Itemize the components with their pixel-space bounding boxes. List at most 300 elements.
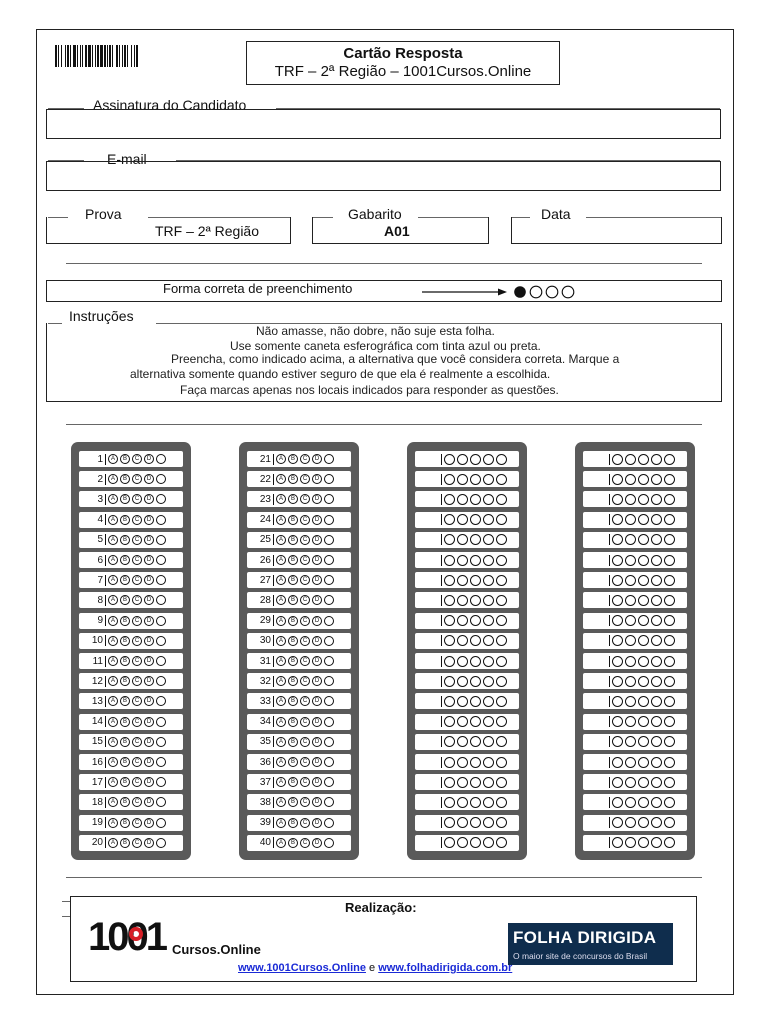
option-bubble[interactable] <box>470 656 481 667</box>
option-bubble-c[interactable]: C <box>132 777 142 787</box>
option-bubble-b[interactable]: B <box>120 717 130 727</box>
option-bubble[interactable] <box>156 797 166 807</box>
link-1001cursos[interactable]: www.1001Cursos.Online <box>238 962 366 974</box>
option-bubble[interactable] <box>664 454 675 465</box>
option-bubble[interactable] <box>444 797 455 808</box>
option-bubble-d[interactable]: D <box>312 494 322 504</box>
option-bubble[interactable] <box>156 494 166 504</box>
option-bubble[interactable] <box>483 635 494 646</box>
option-bubble[interactable] <box>496 817 507 828</box>
option-bubble[interactable] <box>156 656 166 666</box>
option-bubble-c[interactable]: C <box>300 636 310 646</box>
option-bubble[interactable] <box>496 474 507 485</box>
option-bubble-b[interactable]: B <box>288 838 298 848</box>
option-bubble[interactable] <box>638 676 649 687</box>
option-bubble[interactable] <box>638 837 649 848</box>
option-bubble[interactable] <box>612 676 623 687</box>
option-bubble[interactable] <box>444 575 455 586</box>
option-bubble[interactable] <box>651 514 662 525</box>
option-bubble[interactable] <box>156 757 166 767</box>
option-bubble[interactable] <box>496 615 507 626</box>
option-bubble-d[interactable]: D <box>312 696 322 706</box>
option-bubble-c[interactable]: C <box>132 797 142 807</box>
option-bubble[interactable] <box>625 474 636 485</box>
option-bubble[interactable] <box>457 736 468 747</box>
option-bubble[interactable] <box>664 797 675 808</box>
option-bubble[interactable] <box>496 716 507 727</box>
option-bubble-a[interactable]: A <box>108 717 118 727</box>
option-bubble-a[interactable]: A <box>276 777 286 787</box>
option-bubble[interactable] <box>457 656 468 667</box>
option-bubble[interactable] <box>612 797 623 808</box>
option-bubble-b[interactable]: B <box>288 535 298 545</box>
option-bubble[interactable] <box>612 777 623 788</box>
option-bubble-b[interactable]: B <box>120 818 130 828</box>
option-bubble[interactable] <box>651 777 662 788</box>
option-bubble[interactable] <box>444 676 455 687</box>
option-bubble[interactable] <box>483 736 494 747</box>
option-bubble[interactable] <box>496 797 507 808</box>
option-bubble-a[interactable]: A <box>108 595 118 605</box>
option-bubble[interactable] <box>651 454 662 465</box>
option-bubble[interactable] <box>612 757 623 768</box>
option-bubble-d[interactable]: D <box>144 575 154 585</box>
option-bubble[interactable] <box>470 514 481 525</box>
option-bubble-a[interactable]: A <box>276 515 286 525</box>
option-bubble[interactable] <box>483 514 494 525</box>
option-bubble[interactable] <box>651 595 662 606</box>
option-bubble-c[interactable]: C <box>300 838 310 848</box>
option-bubble[interactable] <box>483 696 494 707</box>
email-field[interactable] <box>46 161 721 191</box>
option-bubble-b[interactable]: B <box>120 797 130 807</box>
option-bubble-d[interactable]: D <box>312 555 322 565</box>
option-bubble[interactable] <box>156 595 166 605</box>
option-bubble-d[interactable]: D <box>144 838 154 848</box>
option-bubble[interactable] <box>664 474 675 485</box>
option-bubble-d[interactable]: D <box>312 838 322 848</box>
option-bubble-b[interactable]: B <box>288 737 298 747</box>
option-bubble-b[interactable]: B <box>120 595 130 605</box>
option-bubble[interactable] <box>444 555 455 566</box>
option-bubble-b[interactable]: B <box>288 555 298 565</box>
option-bubble-a[interactable]: A <box>276 797 286 807</box>
option-bubble[interactable] <box>638 514 649 525</box>
data-field[interactable] <box>511 217 722 244</box>
option-bubble-d[interactable]: D <box>312 757 322 767</box>
option-bubble[interactable] <box>651 696 662 707</box>
option-bubble[interactable] <box>470 474 481 485</box>
option-bubble-c[interactable]: C <box>300 797 310 807</box>
option-bubble[interactable] <box>625 595 636 606</box>
option-bubble[interactable] <box>651 797 662 808</box>
option-bubble-b[interactable]: B <box>120 494 130 504</box>
option-bubble-a[interactable]: A <box>276 676 286 686</box>
option-bubble[interactable] <box>470 595 481 606</box>
option-bubble[interactable] <box>664 696 675 707</box>
option-bubble[interactable] <box>483 454 494 465</box>
option-bubble-d[interactable]: D <box>312 636 322 646</box>
option-bubble[interactable] <box>664 635 675 646</box>
option-bubble[interactable] <box>625 514 636 525</box>
option-bubble[interactable] <box>457 454 468 465</box>
option-bubble[interactable] <box>483 656 494 667</box>
option-bubble-b[interactable]: B <box>120 515 130 525</box>
option-bubble[interactable] <box>651 575 662 586</box>
option-bubble-b[interactable]: B <box>120 535 130 545</box>
option-bubble-b[interactable]: B <box>120 757 130 767</box>
option-bubble[interactable] <box>651 736 662 747</box>
option-bubble-c[interactable]: C <box>300 777 310 787</box>
option-bubble[interactable] <box>664 676 675 687</box>
option-bubble-c[interactable]: C <box>132 616 142 626</box>
option-bubble[interactable] <box>457 716 468 727</box>
option-bubble[interactable] <box>457 555 468 566</box>
option-bubble-b[interactable]: B <box>288 575 298 585</box>
option-bubble-d[interactable]: D <box>144 737 154 747</box>
option-bubble[interactable] <box>483 797 494 808</box>
option-bubble[interactable] <box>496 656 507 667</box>
option-bubble-d[interactable]: D <box>144 494 154 504</box>
option-bubble[interactable] <box>612 474 623 485</box>
option-bubble[interactable] <box>638 716 649 727</box>
option-bubble[interactable] <box>444 534 455 545</box>
option-bubble[interactable] <box>156 454 166 464</box>
option-bubble[interactable] <box>625 837 636 848</box>
option-bubble[interactable] <box>612 635 623 646</box>
option-bubble-d[interactable]: D <box>312 656 322 666</box>
option-bubble[interactable] <box>156 777 166 787</box>
option-bubble[interactable] <box>470 454 481 465</box>
option-bubble[interactable] <box>483 474 494 485</box>
option-bubble-d[interactable]: D <box>144 454 154 464</box>
option-bubble-d[interactable]: D <box>312 535 322 545</box>
option-bubble-b[interactable]: B <box>288 515 298 525</box>
option-bubble[interactable] <box>156 535 166 545</box>
option-bubble[interactable] <box>457 494 468 505</box>
option-bubble[interactable] <box>638 474 649 485</box>
option-bubble[interactable] <box>483 615 494 626</box>
option-bubble-a[interactable]: A <box>276 737 286 747</box>
option-bubble[interactable] <box>612 656 623 667</box>
option-bubble-a[interactable]: A <box>108 535 118 545</box>
option-bubble-a[interactable]: A <box>276 696 286 706</box>
option-bubble[interactable] <box>156 818 166 828</box>
option-bubble[interactable] <box>483 575 494 586</box>
option-bubble-c[interactable]: C <box>300 696 310 706</box>
option-bubble[interactable] <box>496 595 507 606</box>
option-bubble-c[interactable]: C <box>300 515 310 525</box>
option-bubble-d[interactable]: D <box>144 797 154 807</box>
option-bubble-a[interactable]: A <box>276 494 286 504</box>
option-bubble[interactable] <box>496 534 507 545</box>
option-bubble-a[interactable]: A <box>108 454 118 464</box>
option-bubble[interactable] <box>470 615 481 626</box>
option-bubble[interactable] <box>664 514 675 525</box>
option-bubble[interactable] <box>612 837 623 848</box>
option-bubble-c[interactable]: C <box>132 818 142 828</box>
option-bubble-a[interactable]: A <box>276 454 286 464</box>
option-bubble[interactable] <box>324 797 334 807</box>
option-bubble-c[interactable]: C <box>132 838 142 848</box>
option-bubble-d[interactable]: D <box>312 737 322 747</box>
option-bubble-d[interactable]: D <box>144 717 154 727</box>
option-bubble-b[interactable]: B <box>288 454 298 464</box>
option-bubble[interactable] <box>457 676 468 687</box>
option-bubble-b[interactable]: B <box>288 676 298 686</box>
option-bubble[interactable] <box>444 474 455 485</box>
option-bubble[interactable] <box>651 817 662 828</box>
option-bubble-a[interactable]: A <box>276 555 286 565</box>
option-bubble[interactable] <box>324 717 334 727</box>
option-bubble[interactable] <box>638 494 649 505</box>
option-bubble[interactable] <box>444 454 455 465</box>
option-bubble[interactable] <box>612 514 623 525</box>
option-bubble[interactable] <box>625 797 636 808</box>
option-bubble-c[interactable]: C <box>300 474 310 484</box>
option-bubble-a[interactable]: A <box>108 474 118 484</box>
option-bubble[interactable] <box>470 837 481 848</box>
option-bubble[interactable] <box>457 575 468 586</box>
option-bubble-d[interactable]: D <box>144 636 154 646</box>
option-bubble-c[interactable]: C <box>132 494 142 504</box>
option-bubble-a[interactable]: A <box>276 717 286 727</box>
option-bubble-b[interactable]: B <box>120 575 130 585</box>
option-bubble[interactable] <box>444 514 455 525</box>
option-bubble-a[interactable]: A <box>108 797 118 807</box>
option-bubble-c[interactable]: C <box>300 555 310 565</box>
option-bubble[interactable] <box>638 454 649 465</box>
option-bubble-c[interactable]: C <box>300 757 310 767</box>
option-bubble[interactable] <box>444 837 455 848</box>
option-bubble[interactable] <box>483 555 494 566</box>
option-bubble[interactable] <box>470 757 481 768</box>
option-bubble-a[interactable]: A <box>276 757 286 767</box>
option-bubble[interactable] <box>638 534 649 545</box>
option-bubble-b[interactable]: B <box>288 616 298 626</box>
option-bubble-d[interactable]: D <box>144 555 154 565</box>
option-bubble[interactable] <box>470 817 481 828</box>
option-bubble[interactable] <box>664 817 675 828</box>
option-bubble[interactable] <box>457 474 468 485</box>
option-bubble[interactable] <box>612 555 623 566</box>
option-bubble[interactable] <box>457 817 468 828</box>
option-bubble-c[interactable]: C <box>300 535 310 545</box>
option-bubble-a[interactable]: A <box>276 595 286 605</box>
link-folhadirigida[interactable]: www.folhadirigida.com.br <box>378 962 513 974</box>
option-bubble[interactable] <box>612 716 623 727</box>
option-bubble[interactable] <box>324 474 334 484</box>
option-bubble-c[interactable]: C <box>300 494 310 504</box>
option-bubble[interactable] <box>324 555 334 565</box>
option-bubble[interactable] <box>496 777 507 788</box>
option-bubble[interactable] <box>664 777 675 788</box>
option-bubble-a[interactable]: A <box>108 737 118 747</box>
option-bubble[interactable] <box>156 515 166 525</box>
option-bubble[interactable] <box>444 615 455 626</box>
option-bubble[interactable] <box>156 636 166 646</box>
option-bubble[interactable] <box>156 737 166 747</box>
option-bubble[interactable] <box>324 777 334 787</box>
option-bubble[interactable] <box>483 676 494 687</box>
option-bubble[interactable] <box>612 494 623 505</box>
option-bubble[interactable] <box>156 575 166 585</box>
option-bubble[interactable] <box>324 696 334 706</box>
option-bubble-c[interactable]: C <box>300 595 310 605</box>
option-bubble[interactable] <box>483 494 494 505</box>
option-bubble[interactable] <box>651 837 662 848</box>
option-bubble[interactable] <box>612 696 623 707</box>
option-bubble[interactable] <box>324 616 334 626</box>
option-bubble[interactable] <box>664 837 675 848</box>
option-bubble-d[interactable]: D <box>144 515 154 525</box>
option-bubble[interactable] <box>651 615 662 626</box>
option-bubble[interactable] <box>324 676 334 686</box>
option-bubble[interactable] <box>496 676 507 687</box>
option-bubble[interactable] <box>156 838 166 848</box>
option-bubble-b[interactable]: B <box>288 777 298 787</box>
option-bubble[interactable] <box>496 736 507 747</box>
option-bubble[interactable] <box>470 797 481 808</box>
option-bubble[interactable] <box>496 635 507 646</box>
option-bubble[interactable] <box>664 757 675 768</box>
option-bubble-c[interactable]: C <box>132 535 142 545</box>
option-bubble[interactable] <box>625 716 636 727</box>
option-bubble-d[interactable]: D <box>312 474 322 484</box>
option-bubble[interactable] <box>324 737 334 747</box>
option-bubble[interactable] <box>156 717 166 727</box>
option-bubble[interactable] <box>457 797 468 808</box>
option-bubble-b[interactable]: B <box>120 838 130 848</box>
option-bubble[interactable] <box>324 494 334 504</box>
option-bubble[interactable] <box>470 635 481 646</box>
option-bubble[interactable] <box>612 454 623 465</box>
option-bubble-b[interactable]: B <box>120 555 130 565</box>
option-bubble[interactable] <box>612 615 623 626</box>
option-bubble[interactable] <box>470 716 481 727</box>
option-bubble-b[interactable]: B <box>288 474 298 484</box>
option-bubble[interactable] <box>444 716 455 727</box>
option-bubble-a[interactable]: A <box>108 838 118 848</box>
option-bubble[interactable] <box>324 515 334 525</box>
option-bubble[interactable] <box>156 696 166 706</box>
option-bubble-c[interactable]: C <box>300 676 310 686</box>
option-bubble[interactable] <box>324 636 334 646</box>
option-bubble-d[interactable]: D <box>144 676 154 686</box>
option-bubble-a[interactable]: A <box>108 676 118 686</box>
option-bubble[interactable] <box>444 494 455 505</box>
option-bubble[interactable] <box>324 454 334 464</box>
option-bubble-b[interactable]: B <box>120 656 130 666</box>
option-bubble[interactable] <box>324 757 334 767</box>
option-bubble[interactable] <box>496 555 507 566</box>
option-bubble[interactable] <box>483 817 494 828</box>
option-bubble[interactable] <box>638 696 649 707</box>
option-bubble-c[interactable]: C <box>300 656 310 666</box>
option-bubble-c[interactable]: C <box>132 636 142 646</box>
option-bubble-d[interactable]: D <box>144 535 154 545</box>
option-bubble[interactable] <box>470 696 481 707</box>
option-bubble[interactable] <box>483 837 494 848</box>
option-bubble[interactable] <box>638 817 649 828</box>
option-bubble-b[interactable]: B <box>288 797 298 807</box>
option-bubble[interactable] <box>638 736 649 747</box>
option-bubble[interactable] <box>444 656 455 667</box>
option-bubble[interactable] <box>664 534 675 545</box>
option-bubble[interactable] <box>496 454 507 465</box>
option-bubble-d[interactable]: D <box>144 595 154 605</box>
option-bubble-c[interactable]: C <box>300 737 310 747</box>
option-bubble[interactable] <box>156 555 166 565</box>
option-bubble-a[interactable]: A <box>276 575 286 585</box>
option-bubble-d[interactable]: D <box>312 797 322 807</box>
option-bubble[interactable] <box>457 837 468 848</box>
signature-field[interactable] <box>46 109 721 139</box>
option-bubble-b[interactable]: B <box>120 737 130 747</box>
option-bubble[interactable] <box>457 514 468 525</box>
option-bubble[interactable] <box>470 555 481 566</box>
option-bubble[interactable] <box>664 736 675 747</box>
option-bubble-d[interactable]: D <box>144 818 154 828</box>
option-bubble[interactable] <box>483 777 494 788</box>
option-bubble[interactable] <box>625 817 636 828</box>
option-bubble-d[interactable]: D <box>144 757 154 767</box>
option-bubble[interactable] <box>638 656 649 667</box>
option-bubble-d[interactable]: D <box>312 818 322 828</box>
option-bubble[interactable] <box>470 575 481 586</box>
option-bubble[interactable] <box>612 736 623 747</box>
option-bubble-d[interactable]: D <box>144 656 154 666</box>
option-bubble[interactable] <box>638 757 649 768</box>
option-bubble-c[interactable]: C <box>300 454 310 464</box>
option-bubble-c[interactable]: C <box>132 676 142 686</box>
option-bubble-a[interactable]: A <box>276 616 286 626</box>
option-bubble-d[interactable]: D <box>144 777 154 787</box>
option-bubble-c[interactable]: C <box>132 474 142 484</box>
option-bubble-a[interactable]: A <box>108 777 118 787</box>
option-bubble[interactable] <box>625 555 636 566</box>
option-bubble[interactable] <box>651 555 662 566</box>
option-bubble[interactable] <box>625 736 636 747</box>
option-bubble-c[interactable]: C <box>132 595 142 605</box>
option-bubble[interactable] <box>457 757 468 768</box>
option-bubble[interactable] <box>625 777 636 788</box>
option-bubble[interactable] <box>651 676 662 687</box>
option-bubble-c[interactable]: C <box>132 555 142 565</box>
option-bubble[interactable] <box>156 676 166 686</box>
option-bubble[interactable] <box>664 494 675 505</box>
option-bubble[interactable] <box>324 535 334 545</box>
option-bubble[interactable] <box>496 757 507 768</box>
option-bubble-a[interactable]: A <box>276 535 286 545</box>
option-bubble[interactable] <box>651 757 662 768</box>
option-bubble-c[interactable]: C <box>300 616 310 626</box>
option-bubble[interactable] <box>612 534 623 545</box>
option-bubble[interactable] <box>324 595 334 605</box>
option-bubble-b[interactable]: B <box>120 474 130 484</box>
option-bubble[interactable] <box>156 474 166 484</box>
option-bubble[interactable] <box>638 595 649 606</box>
option-bubble-d[interactable]: D <box>312 575 322 585</box>
option-bubble-a[interactable]: A <box>108 515 118 525</box>
option-bubble-b[interactable]: B <box>120 696 130 706</box>
option-bubble[interactable] <box>324 656 334 666</box>
option-bubble[interactable] <box>457 777 468 788</box>
option-bubble-c[interactable]: C <box>300 717 310 727</box>
option-bubble-b[interactable]: B <box>120 777 130 787</box>
option-bubble-c[interactable]: C <box>132 656 142 666</box>
option-bubble[interactable] <box>625 575 636 586</box>
